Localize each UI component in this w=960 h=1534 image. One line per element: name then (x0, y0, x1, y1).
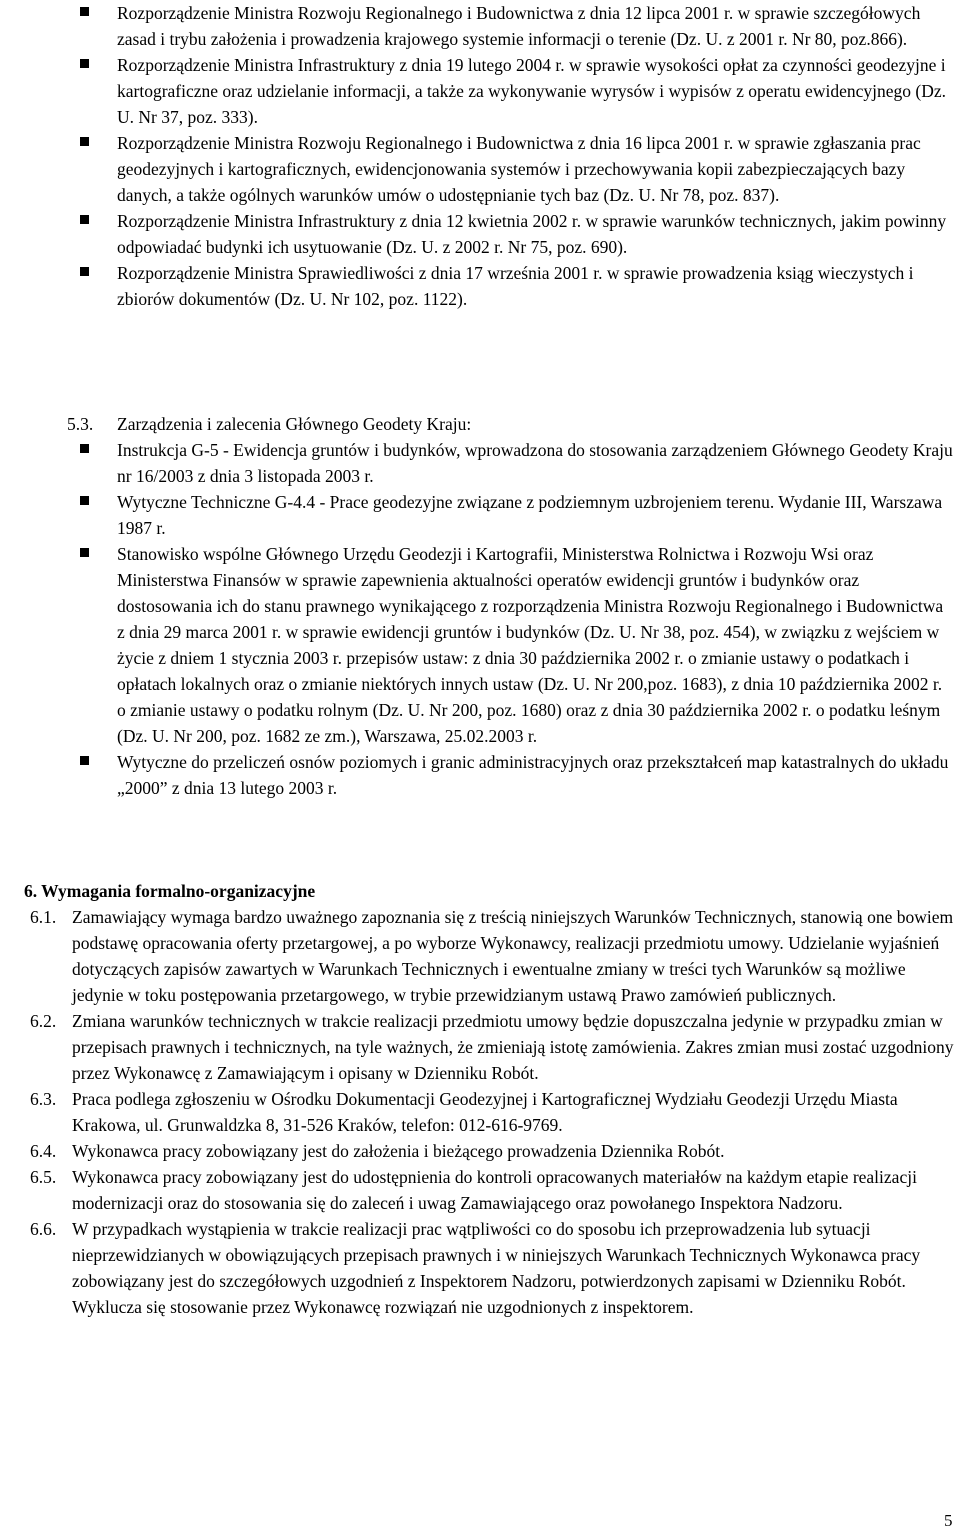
section-heading: 6. Wymagania formalno-organizacyjne (24, 881, 316, 901)
section-6 (0, 878, 960, 1320)
guidelines-list (0, 437, 960, 801)
list-item: Rozporządzenie Ministra Sprawiedliwości z dnia 17 września 2001 r. w sprawie prowadzenia ksiąg wieczystych i zbiorów dokumentów (Dz. U. Nr 102, poz. 1122). (0, 260, 960, 312)
page-number: 5 (944, 1511, 953, 1530)
bullet-square-icon (80, 496, 89, 505)
section-5-3 (0, 411, 960, 801)
numbered-item: 6.2. Zmiana warunków technicznych w trakcie realizacji przedmiotu umowy będzie dopuszczalna jedynie w przypadku zmian w przepisach prawnych i technicznych, na tyle ważnych, że zmieniają istotę zamówienia. Zakres zmian musi zostać uzgodniony przez Wykonawcę z Zamawiającym i opisany w Dzienniku Robót. (30, 1011, 954, 1083)
list-item: Wytyczne Techniczne G-4.4 - Prace geodezyjne związane z podziemnym uzbrojeniem terenu. Wydanie III, Warszawa 1987 r. (0, 489, 960, 541)
list-item: Stanowisko wspólne Głównego Urzędu Geodezji i Kartografii, Ministerstwa Rolnictwa i Rozwoju Wsi oraz Ministerstwa Finansów w sprawie zapewnienia aktualności operatów ewidencji gruntów i budynków oraz dostosowania ich do stanu prawnego wynikającego z rozporządzenia Ministra Rozwoju Regionalnego i Budownictwa z dnia 29 marca 2001 r. w sprawie ewidencji gruntów i budynków (Dz. U. Nr 38, poz. 454), w związku z wejściem w życie z dniem 1 stycznia 2003 r. przepisów ustaw: z dnia 30 października 2002 r. o zmianie ustawy o podatkach i opłatach lokalnych oraz o zmianie niektórych innych ustaw (Dz. U. Nr 200,poz. 1683), z dnia 10 października 2002 r. o zmianie ustawy o podatku rolnym (Dz. U. Nr 200, poz. 1680) oraz z dnia 30 października 2002 r. o podatku leśnym (Dz. U. Nr 200, poz. 1682 ze zm.), Warszawa, 25.02.2003 r. (0, 541, 960, 749)
bullet-square-icon (80, 215, 89, 224)
list-item: Wytyczne do przeliczeń osnów poziomych i granic administracyjnych oraz przekształceń map katastralnych do układu „2000” z dnia 13 lutego 2003 r. (0, 749, 960, 801)
numbered-item: 6.3. Praca podlega zgłoszeniu w Ośrodku Dokumentacji Geodezyjnej i Kartograficznej Wydziału Geodezji Urzędu Miasta Krakowa, ul. Grunwaldzka 8, 31-526 Kraków, telefon: 012-616-9769. (30, 1089, 898, 1135)
bullet-square-icon (80, 137, 89, 146)
bullet-square-icon (80, 59, 89, 68)
section-heading: 5.3. Zarządzenia i zalecenia Głównego Geodety Kraju: (67, 414, 472, 434)
bullet-square-icon (80, 7, 89, 16)
numbered-item: 6.1. Zamawiający wymaga bardzo uważnego zapoznania się z treścią niniejszych Warunków Technicznych, stanowią one bowiem podstawę opracowania oferty przetargowej, a po wyborze Wykonawcy, realizacji przedmiotu umowy. Udzielanie wyjaśnień dotyczących zapisów zawartych w Warunkach Technicznych i ewentualne zmiany w treści tych Warunków są możliwe jedynie w toku postępowania przetargowego, w trybie przewidzianym ustawą Prawo zamówień publicznych. (30, 907, 954, 1005)
bullet-square-icon (80, 548, 89, 557)
list-item: Rozporządzenie Ministra Rozwoju Regionalnego i Budownictwa z dnia 12 lipca 2001 r. w sprawie szczegółowych zasad i trybu założenia i prowadzenia krajowego systemie informacji o terenie (Dz. U. z 2001 r. Nr 80, poz.866). (0, 0, 960, 52)
bullet-square-icon (80, 756, 89, 765)
list-item: Rozporządzenie Ministra Infrastruktury z dnia 19 lutego 2004 r. w sprawie wysokości opłat za czynności geodezyjne i kartograficzne oraz udzielanie informacji, a także za wykonywanie wyrysów i wypisów z operatu ewidencyjnego (Dz. U. Nr 37, poz. 333). (0, 52, 960, 130)
list-item: Instrukcja G-5 - Ewidencja gruntów i budynków, wprowadzona do stosowania zarządzeniem Głównego Geodety Kraju nr 16/2003 z dnia 3 listopada 2003 r. (0, 437, 960, 489)
list-item: Rozporządzenie Ministra Rozwoju Regionalnego i Budownictwa z dnia 16 lipca 2001 r. w sprawie zgłaszania prac geodezyjnych i kartograficznych, ewidencjonowania systemów i przechowywania kopii zabezpieczających bazy danych, a także ogólnych warunków umów o udostępnianie tych baz (Dz. U. Nr 78, poz. 837). (0, 130, 960, 208)
bullet-square-icon (80, 267, 89, 276)
list-item: Rozporządzenie Ministra Infrastruktury z dnia 12 kwietnia 2002 r. w sprawie warunków technicznych, jakim powinny odpowiadać budynki ich usytuowanie (Dz. U. z 2002 r. Nr 75, poz. 690). (0, 208, 960, 260)
regulations-list (0, 0, 960, 312)
bullet-square-icon (80, 444, 89, 453)
numbered-item: 6.5. Wykonawca pracy zobowiązany jest do udostępnienia do kontroli opracowanych materiałów na każdym etapie realizacji modernizacji oraz do stosowania się do zaleceń i uwag Zamawiającego oraz powołanego Inspektora Nadzoru. (30, 1167, 917, 1213)
numbered-item: 6.6. W przypadkach wystąpienia w trakcie realizacji prac wątpliwości co do sposobu ich przeprowadzenia lub sytuacji nieprzewidzianych w obowiązujących przepisach prawnych i w niniejszych Warunkach Technicznych Wykonawca pracy zobowiązany jest do szczegółowych uzgodnień z Inspektorem Nadzoru, potwierdzonych zapisami w Dzienniku Robót. Wyklucza się stosowanie przez Wykonawcę rozwiązań nie uzgodnionych z inspektorem. (30, 1219, 921, 1317)
numbered-item: 6.4. Wykonawca pracy zobowiązany jest do założenia i bieżącego prowadzenia Dziennika Robót. (30, 1141, 725, 1161)
